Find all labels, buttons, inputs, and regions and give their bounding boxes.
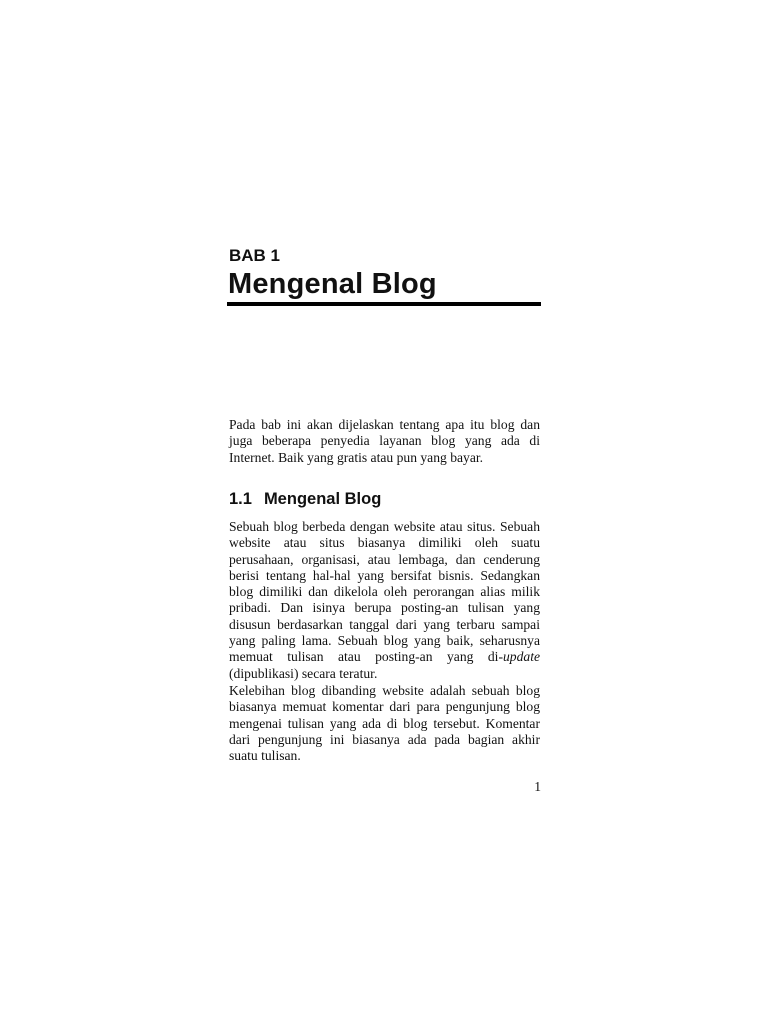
- paragraph-1-text: Sebuah blog berbeda dengan website atau situs. Sebuah website atau situs biasanya dimiliki oleh suatu perusahaan, organisasi, atau lembaga, dan cenderung berisi tentang hal-hal yang bersifat bisnis. Sedangkan blog dimiliki dan dikelola oleh perorangan alias milik pribadi. Dan isinya berupa posting-an tulisan yang disusun berdasarkan tanggal dari yang terbaru sampai yang paling lama. Sebuah blog yang baik, seharusnya memuat tulisan atau posting-an yang di-: [229, 519, 540, 665]
- body-paragraph-2: Kelebihan blog dibanding website adalah sebuah blog biasanya memuat komentar dari para pengunjung blog mengenai tulisan yang ada di blog tersebut. Komentar dari pengunjung ini biasanya ada pada bagian akhir suatu tulisan.: [229, 683, 540, 764]
- paragraph-1-text-end: (dipublikasi) secara teratur.: [229, 665, 378, 681]
- title-underline: [227, 302, 541, 306]
- section-title: Mengenal Blog: [263, 490, 382, 508]
- chapter-label: BAB 1: [229, 246, 281, 265]
- chapter-title: Mengenal Blog: [228, 268, 437, 300]
- intro-paragraph: Pada bab ini akan dijelaskan tentang apa itu blog dan juga beberapa penyedia layanan blog yang ada di Internet. Baik yang gratis atau pun yang bayar.: [229, 417, 540, 465]
- page-number: 1: [534, 779, 541, 794]
- section-heading: [229, 488, 381, 510]
- paragraph-1-italic-term: update: [503, 649, 540, 665]
- body-paragraph-1: [229, 519, 540, 682]
- section-number: 1.1: [229, 490, 252, 508]
